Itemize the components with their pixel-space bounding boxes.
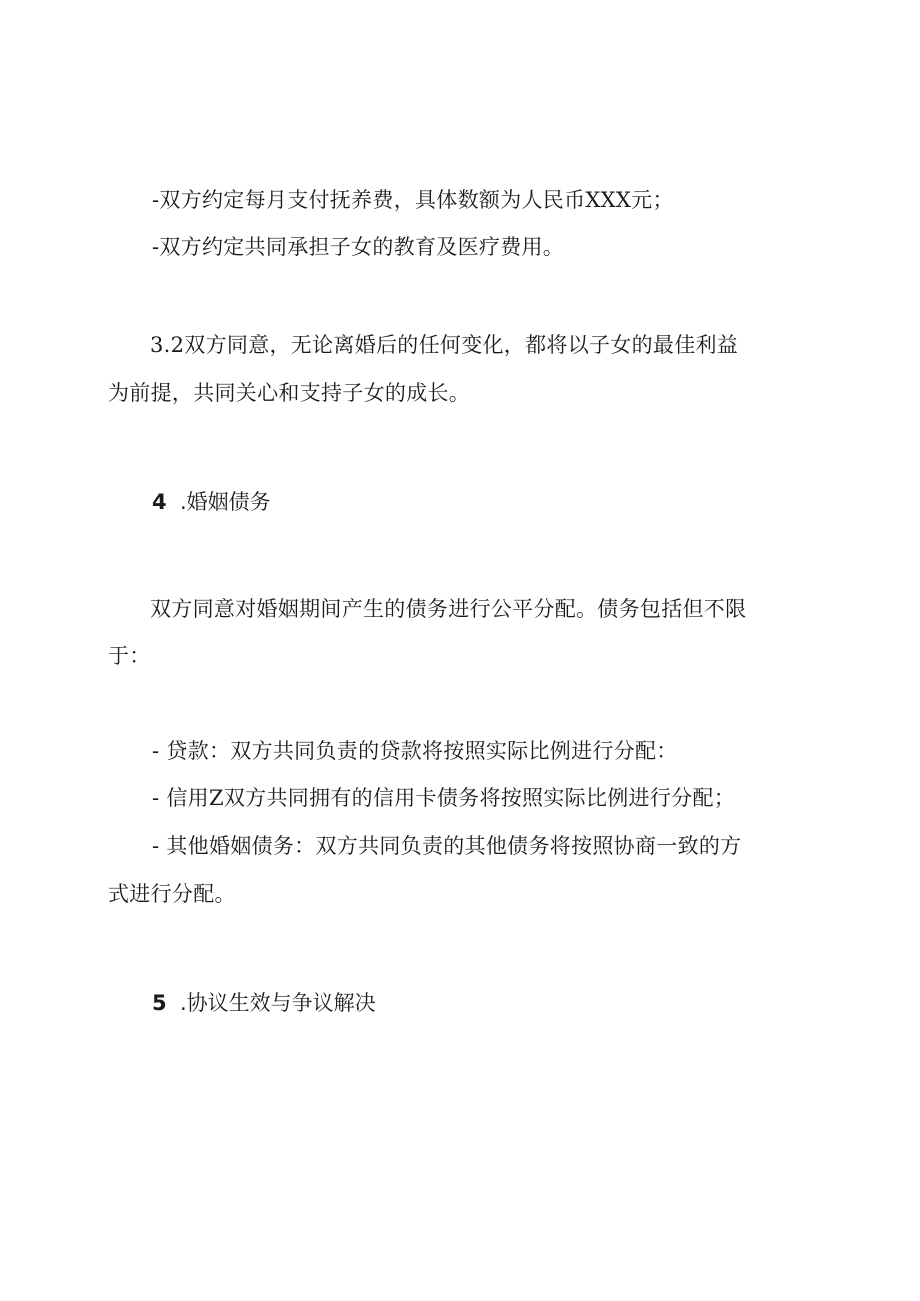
section-4-title: .婚姻债务	[180, 490, 271, 514]
clause-3-2-line-2: 为前提，共同关心和支持子女的成长。	[108, 381, 471, 405]
debt-intro-line-1: 双方同意对婚姻期间产生的债务进行公平分配。债务包括但不限	[150, 597, 747, 621]
clause-3-2-line-1: 3.2双方同意，无论离婚后的任何变化，都将以子女的最佳利益	[150, 333, 739, 357]
section-5-heading	[152, 988, 376, 1018]
section-4-number: 4	[152, 490, 167, 514]
section-4-heading	[152, 487, 271, 517]
education-medical-bullet: -双方约定共同承担子女的教育及医疗费用。	[152, 235, 565, 259]
debt-intro-line-2: 于：	[108, 644, 151, 668]
other-debt-item-line-2: 式进行分配。	[108, 882, 236, 906]
child-support-bullet: -双方约定每月支付抚养费，具体数额为人民币XXX元；	[152, 188, 674, 212]
section-5-title: .协议生效与争议解决	[180, 991, 376, 1015]
section-5-number: 5	[152, 991, 167, 1015]
other-debt-item-line-1: - 其他婚姻债务：双方共同负责的其他债务将按照协商一致的方	[152, 834, 742, 858]
loan-item: - 贷款：双方共同负责的贷款将按照实际比例进行分配：	[152, 739, 678, 763]
credit-card-item: - 信用Z双方共同拥有的信用卡债务将按照实际比例进行分配；	[152, 786, 736, 810]
